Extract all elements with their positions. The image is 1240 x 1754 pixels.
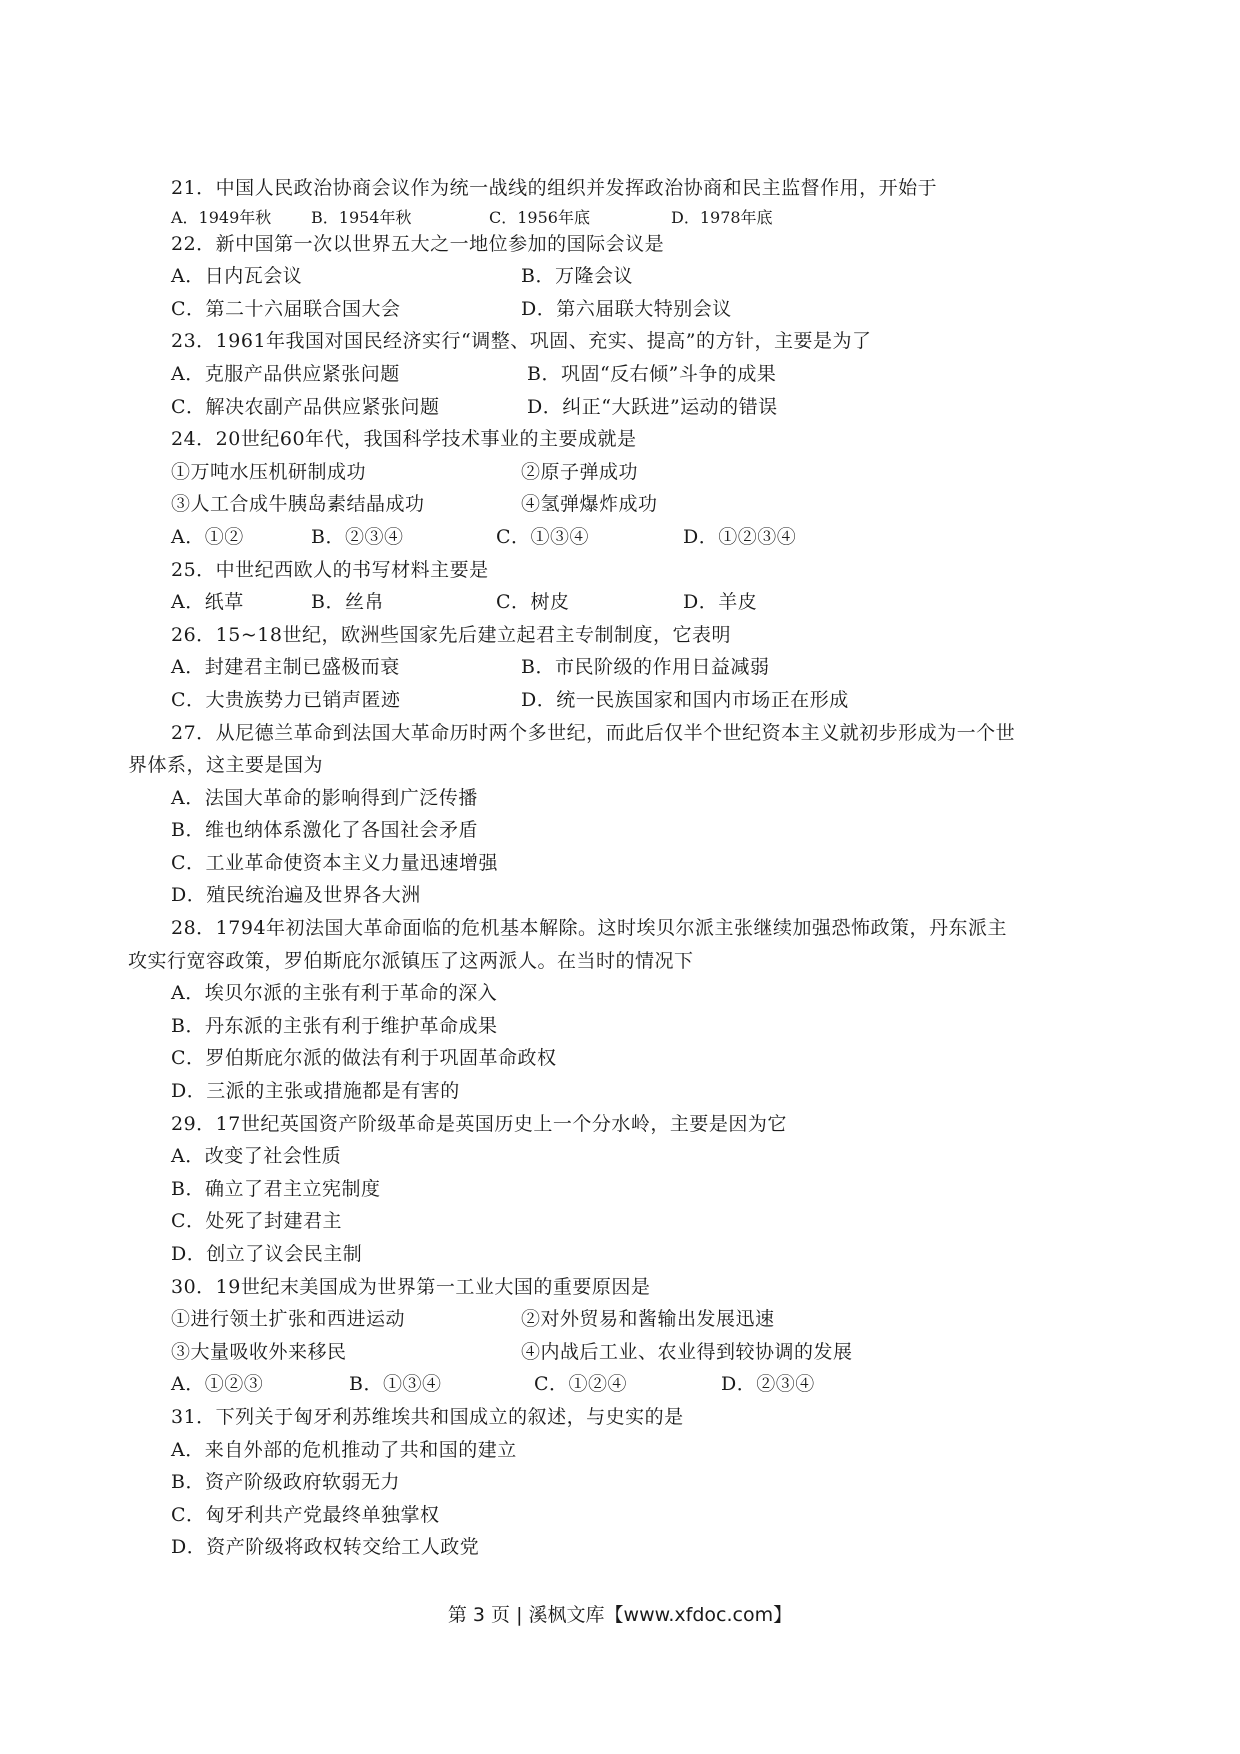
question-22-stem: 22．新中国第一次以世界五大之一地位参加的国际会议是 xyxy=(171,232,665,255)
question-25-stem: 25．中世纪西欧人的书写材料主要是 xyxy=(171,558,489,581)
question-24-options xyxy=(128,521,1118,554)
question-21-options xyxy=(128,205,1118,228)
question-24-items-row-1 xyxy=(128,456,1118,489)
question-27-stem: 27．从尼德兰革命到法国大革命历时两个多世纪，而此后仅半个世纪资本主义就初步形成为一个世 xyxy=(171,721,1016,744)
question-24-items-row-2 xyxy=(128,488,1118,521)
question-25-options xyxy=(128,586,1118,619)
question-24-item-1: ①万吨水压机研制成功 xyxy=(171,460,367,483)
question-21-option-b: B．1954年秋 xyxy=(311,207,412,227)
question-23-option-a: A．克服产品供应紧张问题 xyxy=(171,362,400,385)
question-26-option-d: D．统一民族国家和国内市场正在形成 xyxy=(521,688,849,711)
question-22-option-d: D．第六届联大特别会议 xyxy=(521,297,732,320)
question-24-item-3: ③人工合成牛胰岛素结晶成功 xyxy=(171,493,425,516)
question-23-stem: 23．1961年我国对国民经济实行“调整、巩固、充实、提高”的方针，主要是为了 xyxy=(171,330,872,353)
question-25-option-b: B．丝帛 xyxy=(311,591,384,614)
question-21-option-a: A．1949年秋 xyxy=(171,207,272,227)
question-22-option-b: B．万隆会议 xyxy=(521,265,633,288)
question-24-option-a: A．①② xyxy=(171,525,244,548)
question-24-option-b: B．②③④ xyxy=(311,525,404,548)
question-30-options xyxy=(128,1368,1118,1401)
question-list xyxy=(128,172,1118,1564)
question-31-option-c: C．匈牙利共产党最终单独掌权 xyxy=(171,1503,440,1526)
question-30-item-4: ④内战后工业、农业得到较协调的发展 xyxy=(521,1340,853,1363)
question-24-item-2: ②原子弹成功 xyxy=(521,460,639,483)
question-29-option-a: A．改变了社会性质 xyxy=(171,1145,342,1168)
question-24-stem: 24．20世纪60年代，我国科学技术事业的主要成就是 xyxy=(171,428,637,451)
question-30-option-d: D．②③④ xyxy=(721,1373,815,1396)
question-31-option-d: D．资产阶级将政权转交给工人政党 xyxy=(171,1536,480,1559)
question-23-option-b: B．巩固“反右倾”斗争的成果 xyxy=(527,362,777,385)
question-27-stem-continued: 界体系，这主要是国为 xyxy=(128,754,324,777)
question-23-option-c: C．解决农副产品供应紧张问题 xyxy=(171,395,440,418)
question-22-option-c: C．第二十六届联合国大会 xyxy=(171,297,401,320)
question-28-option-d: D．三派的主张或措施都是有害的 xyxy=(171,1080,460,1103)
page-footer: 第 3 页 | 溪枫文库【www.xfdoc.com】 xyxy=(447,1604,793,1626)
question-27-option-b: B．维也纳体系激化了各国社会矛盾 xyxy=(171,819,478,842)
question-30-option-a: A．①②③ xyxy=(171,1373,264,1396)
question-27-option-d: D．殖民统治遍及世界各大洲 xyxy=(171,884,421,907)
question-21-option-d: D．1978年底 xyxy=(671,207,773,227)
question-30-option-b: B．①③④ xyxy=(349,1373,442,1396)
question-21-stem: 21．中国人民政治协商会议作为统一战线的组织并发挥政治协商和民主监督作用，开始于 xyxy=(171,177,938,199)
question-24-option-c: C．①③④ xyxy=(496,525,590,548)
question-24-option-d: D．①②③④ xyxy=(683,525,797,548)
question-22-option-a: A．日内瓦会议 xyxy=(171,265,303,288)
question-26-option-a: A．封建君主制已盛极而衰 xyxy=(171,656,400,679)
question-22-options-row-1 xyxy=(128,260,1118,293)
question-23-options-row-2 xyxy=(128,391,1118,424)
question-25-option-a: A．纸草 xyxy=(171,591,244,614)
question-21-option-c: C．1956年底 xyxy=(489,207,590,227)
question-30-stem: 30．19世纪末美国成为世界第一工业大国的重要原因是 xyxy=(171,1275,651,1298)
question-24-item-4: ④氢弹爆炸成功 xyxy=(521,493,658,516)
question-28-option-c: C．罗伯斯庇尔派的做法有利于巩固革命政权 xyxy=(171,1047,557,1070)
question-23-option-d: D．纠正“大跃进”运动的错误 xyxy=(527,395,778,418)
question-29-option-b: B．确立了君主立宪制度 xyxy=(171,1177,381,1200)
question-28-option-a: A．埃贝尔派的主张有利于革命的深入 xyxy=(171,982,498,1005)
question-30-item-1: ①进行领土扩张和西进运动 xyxy=(171,1308,406,1331)
question-31-stem: 31．下列关于匈牙利苏维埃共和国成立的叙述，与史实的是 xyxy=(171,1405,684,1428)
question-26-options-row-2 xyxy=(128,684,1118,717)
question-29-option-c: C．处死了封建君主 xyxy=(171,1210,343,1233)
question-30-items-row-1 xyxy=(128,1303,1118,1336)
question-25-option-d: D．羊皮 xyxy=(683,591,758,614)
question-26-stem: 26．15~18世纪，欧洲些国家先后建立起君主专制制度，它表明 xyxy=(171,623,731,646)
question-27-option-a: A．法国大革命的影响得到广泛传播 xyxy=(171,786,478,809)
question-30-items-row-2 xyxy=(128,1336,1118,1369)
question-29-stem: 29．17世纪英国资产阶级革命是英国历史上一个分水岭，主要是因为它 xyxy=(171,1112,787,1135)
question-30-item-3: ③大量吸收外来移民 xyxy=(171,1340,347,1363)
question-28-stem: 28．1794年初法国大革命面临的危机基本解除。这时埃贝尔派主张继续加强恐怖政策，丹东派主 xyxy=(171,917,1008,940)
question-30-item-2: ②对外贸易和酱输出发展迅速 xyxy=(521,1308,775,1331)
question-31-option-a: A．来自外部的危机推动了共和国的建立 xyxy=(171,1438,517,1461)
question-26-option-b: B．市民阶级的作用日益减弱 xyxy=(521,656,770,679)
question-28-option-b: B．丹东派的主张有利于维护革命成果 xyxy=(171,1014,498,1037)
question-22-options-row-2 xyxy=(128,293,1118,326)
question-25-option-c: C．树皮 xyxy=(496,591,570,614)
question-23-options-row-1 xyxy=(128,358,1118,391)
question-27-option-c: C．工业革命使资本主义力量迅速增强 xyxy=(171,851,499,874)
question-31-option-b: B．资产阶级政府软弱无力 xyxy=(171,1471,400,1494)
question-30-option-c: C．①②④ xyxy=(534,1373,628,1396)
question-26-option-c: C．大贵族势力已销声匿迹 xyxy=(171,688,401,711)
question-29-option-d: D．创立了议会民主制 xyxy=(171,1243,363,1265)
question-26-options-row-1 xyxy=(128,651,1118,684)
question-28-stem-continued: 攻实行宽容政策，罗伯斯庇尔派镇压了这两派人。在当时的情况下 xyxy=(128,949,694,972)
